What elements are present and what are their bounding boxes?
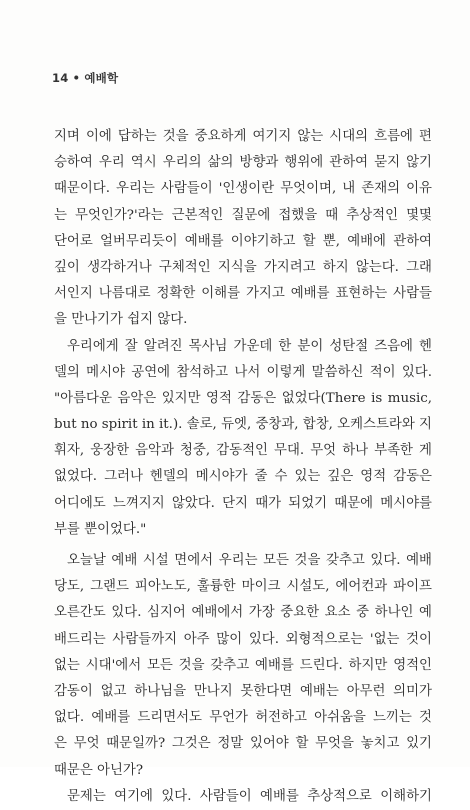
text-line: 오른간도 있다. 심지어 예배에서 가장 중요한 요소 중 하나인 예	[54, 605, 432, 621]
text-line: 문제는 여기에 있다. 사람들이 예배를 추상적으로 이해하기	[67, 788, 432, 804]
text-line: 승하여 우리 역시 우리의 삶의 방향과 행위에 관하여 묻지 않기	[54, 155, 432, 171]
text-line: 깊이 생각하거나 구체적인 지식을 가지려고 하지 않는다. 그래	[54, 259, 432, 275]
paragraph	[54, 548, 432, 784]
text-line: 어디에도 느껴지지 않았다. 단지 때가 되었기 때문에 메시야를	[54, 495, 432, 511]
text-line: 없는 시대'에서 모든 것을 갖추고 예배를 드린다. 하지만 영적인	[54, 657, 432, 673]
paragraph	[54, 784, 432, 810]
running-head: 14 • 예배학	[52, 71, 119, 85]
text-line: but no spirit in it.). 솔로, 듀엣, 중창과, 합창, 오케스트라와 지	[54, 417, 432, 433]
text-line: 서인지 나름대로 정확한 이해를 가지고 예배를 표현하는 사람들	[54, 286, 432, 302]
body-text	[54, 124, 432, 810]
text-line: 당도, 그랜드 피아노도, 훌륭한 마이크 시설도, 에어컨과 파이프	[54, 579, 432, 595]
text-line: 때문이다. 우리는 사람들이 '인생이란 무엇이며, 내 존재의 이유	[54, 181, 432, 197]
text-line: 부를 뿐이었다."	[54, 521, 147, 537]
text-line: 은 무엇 때문일까? 그것은 정말 있어야 할 무엇을 놓치고 있기	[54, 736, 432, 752]
text-line: 우리에게 잘 알려진 목사님 가운데 한 분이 성탄절 즈음에 헨	[67, 338, 432, 354]
text-line: 을 만나기가 쉽지 않다.	[54, 312, 188, 328]
text-line: 휘자, 웅장한 음악과 청중, 감동적인 무대. 무엇 하나 부족한 게	[54, 443, 432, 459]
paragraph	[54, 124, 432, 334]
text-line: 지며 이에 답하는 것을 중요하게 여기지 않는 시대의 흐름에 편	[54, 129, 432, 144]
text-line: 단어로 얼버무리듯이 예배를 이야기하고 할 뿐, 예배에 관하여	[54, 233, 432, 249]
paragraph	[54, 334, 432, 544]
text-line: 는 무엇인가?'라는 근본적인 질문에 접했을 때 추상적인 몇몇	[54, 207, 432, 223]
text-line: 오늘날 예배 시설 면에서 우리는 모든 것을 갖추고 있다. 예배	[67, 553, 432, 568]
text-line: 배드리는 사람들까지 아주 많이 있다. 외형적으로는 '없는 것이	[54, 631, 432, 647]
text-line: 델의 메시야 공연에 참석하고 나서 이렇게 말씀하신 적이 있다.	[54, 364, 432, 380]
text-line: 감동이 없고 하나님을 만나지 못한다면 예배는 아무런 의미가	[54, 683, 432, 699]
text-line: 때문은 아닌가?	[54, 762, 144, 778]
text-line: "아름다운 음악은 있지만 영적 감동은 없었다(There is music,	[54, 390, 432, 406]
text-line: 없다. 예배를 드리면서도 무언가 허전하고 아쉬움을 느끼는 것	[54, 710, 432, 726]
text-line: 없었다. 그러나 헨델의 메시야가 줄 수 있는 깊은 영적 감동은	[54, 469, 432, 485]
